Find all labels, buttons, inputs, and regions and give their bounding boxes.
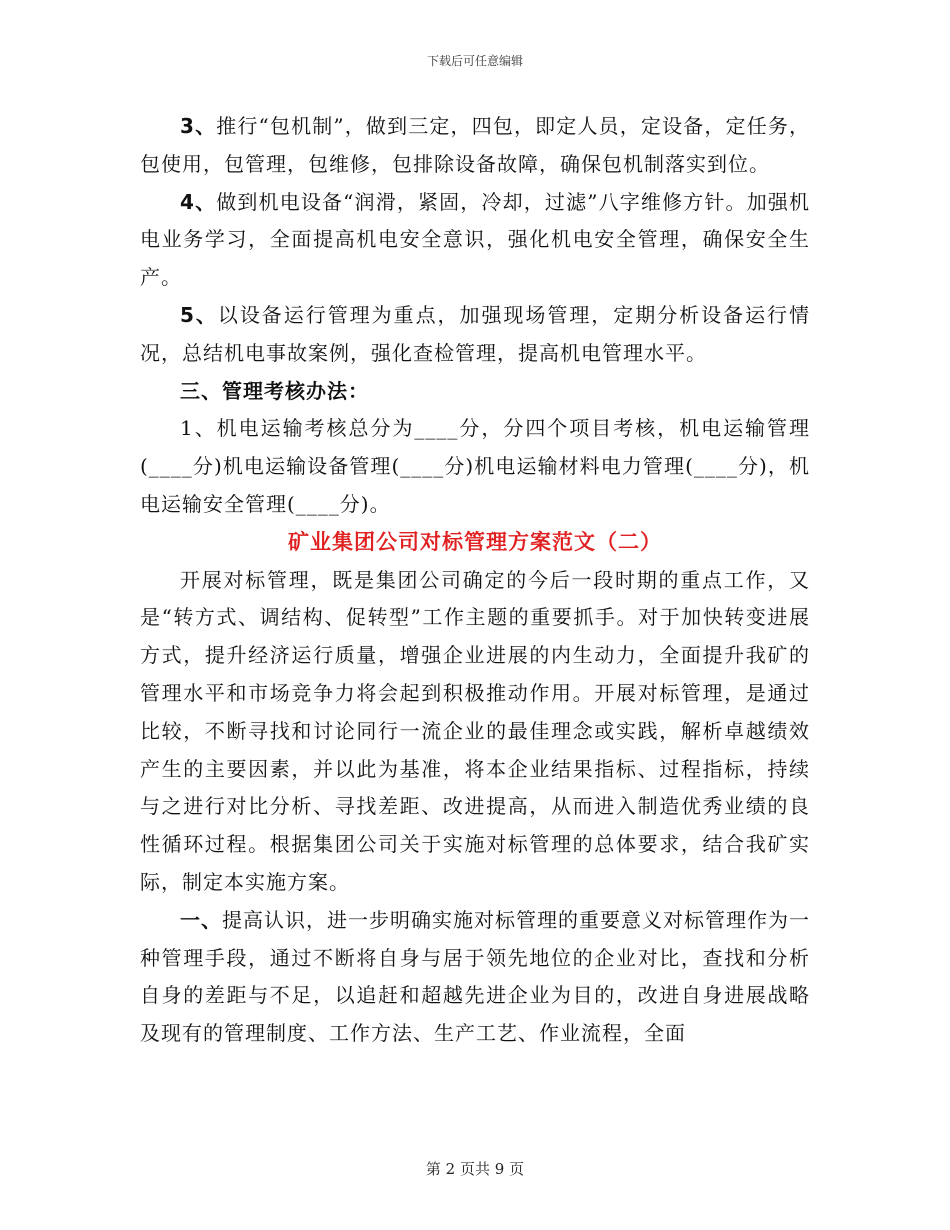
document-body <box>140 108 810 1053</box>
section-one-paragraph <box>140 902 810 1053</box>
section-one-text: 提高认识，进一步明确实施对标管理的重要意义对标管理作为一种管理手段，通过不断将自身与居于领先地位的企业对比，查找和分析自身的差距与不足，以追赶和超越先进企业为目的，改进自身进展战略及现有的管理制度、工作方法、生产工艺、作业流程，全面 <box>140 907 810 1046</box>
section-heading: 三、管理考核办法： <box>180 378 369 403</box>
document-title: 矿业集团公司对标管理方案范文（二） <box>288 529 662 554</box>
item-number: 3、 <box>180 114 217 138</box>
page-header: 下载后可任意编辑 <box>426 54 523 68</box>
item-text: 以设备运行管理为重点，加强现场管理，定期分析设备运行情况，总结机电事故案例，强化查检管理，提高机电管理水平。 <box>140 302 811 365</box>
section-one-lead: 一、 <box>180 907 222 932</box>
page-footer: 第 2 页共 9 页 <box>425 1160 525 1178</box>
list-item-5 <box>140 297 810 373</box>
list-item-4 <box>140 184 810 297</box>
list-item-3 <box>140 108 810 184</box>
section-item-1: 1、机电运输考核总分为____分，分四个项目考核，机电运输管理(____分)机电运输设备管理(____分)机电运输材料电力管理(____分)，机电运输安全管理(____分)。 <box>140 416 810 516</box>
item-text: 做到机电设备“润滑，紧固，冷却，过滤”八字维修方针。加强机电业务学习，全面提高机电安全意识，强化机电安全管理，确保安全生产。 <box>140 189 810 290</box>
item-text: 推行“包机制”，做到三定，四包，即定人员，定设备，定任务，包使用，包管理，包维修，包排除设备故障，确保包机制落实到位。 <box>140 114 810 176</box>
intro-paragraph: 开展对标管理，既是集团公司确定的今后一段时期的重点工作，又是“转方式、调结构、促转型”工作主题的重要抓手。对于加快转变进展方式，提升经济运行质量，增强企业进展的内生动力，全面提升我矿的管理水平和市场竞争力将会起到积极推动作用。开展对标管理，是通过比较，不断寻找和讨论同行一流企业的最佳理念或实践，解析卓越绩效产生的主要因素，并以此为基准，将本企业结果指标、过程指标，持续与之进行对比分析、寻找差距、改进提高，从而进入制造优秀业绩的良性循环过程。根据集团公司关于实施对标管理的总体要求，结合我矿实际，制定本实施方案。 <box>140 567 810 894</box>
item-number: 4、 <box>180 189 217 214</box>
item-number: 5、 <box>180 302 218 327</box>
